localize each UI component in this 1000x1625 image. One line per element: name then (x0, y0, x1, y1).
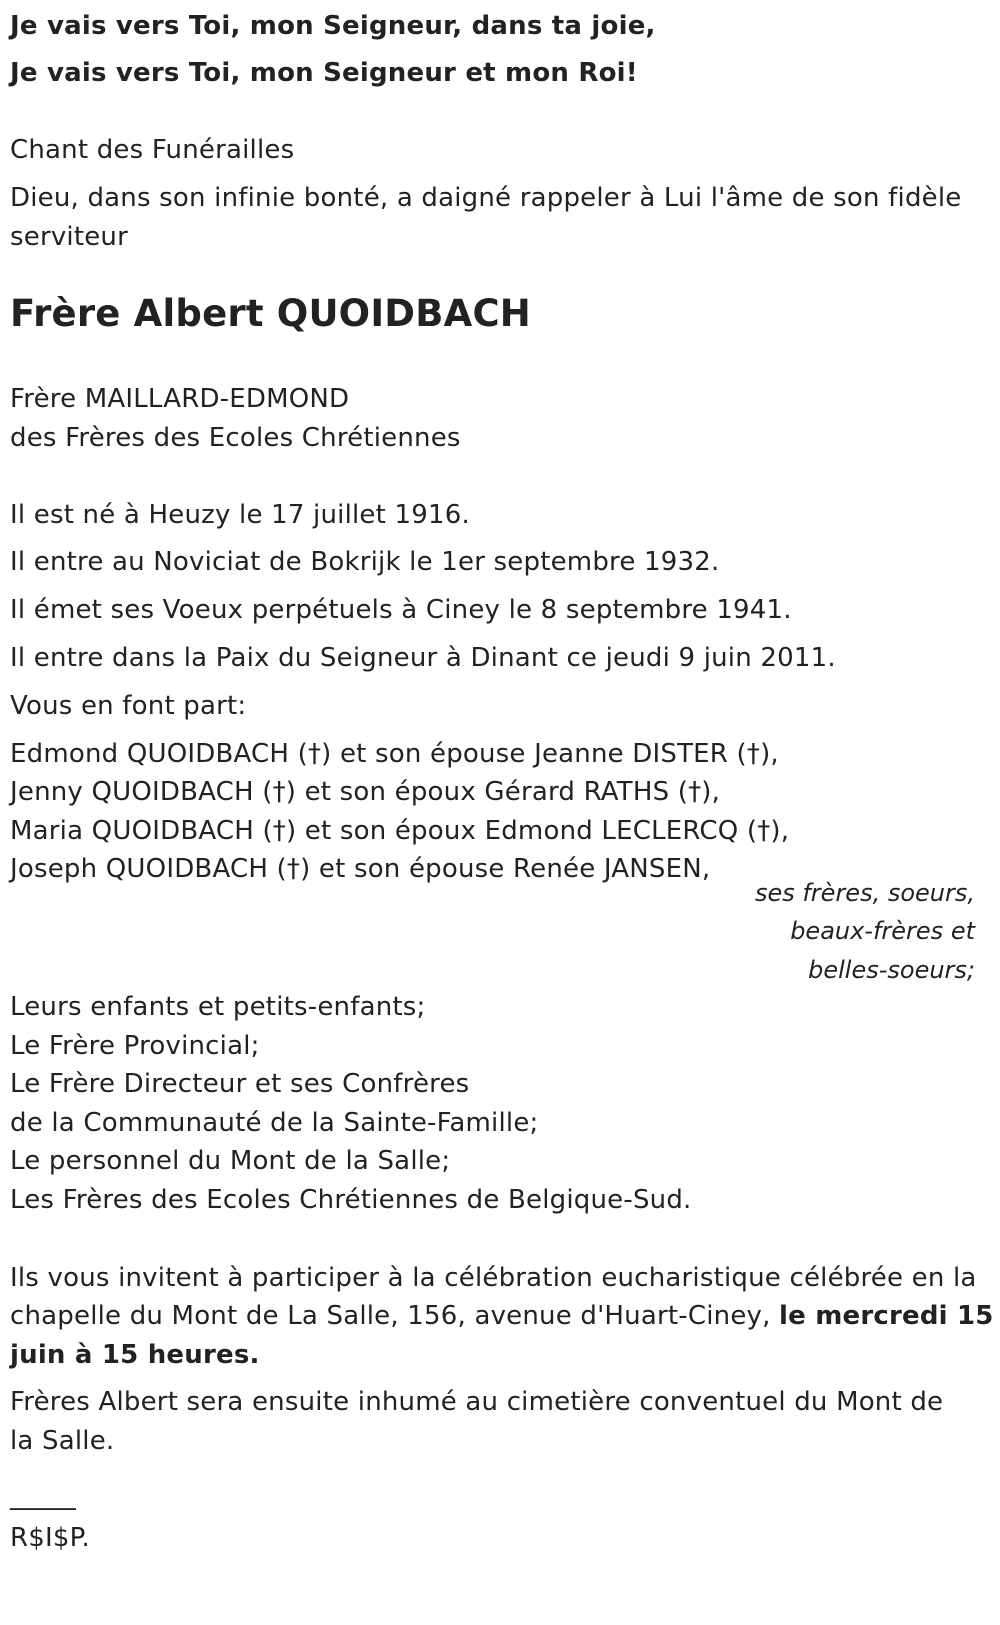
others-line-4: de la Communauté de la Sainte-Famille; (10, 1108, 539, 1138)
family-role-line-3: belles-soeurs; (808, 956, 975, 984)
family-line-3: Maria QUOIDBACH (†) et son époux Edmond LECLERCQ (†), (10, 816, 790, 846)
others-line-6: Les Frères des Ecoles Chrétiennes de Belgique-Sud. (10, 1185, 692, 1215)
others-line-2: Le Frère Provincial; (10, 1031, 260, 1061)
bio-vows: Il émet ses Voeux perpétuels à Ciney le 8 septembre 1941. (10, 595, 792, 625)
intro-line-2: serviteur (10, 222, 129, 252)
family-role-line-1: ses frères, soeurs, (754, 879, 975, 907)
family-line-1: Edmond QUOIDBACH (†) et son épouse Jeanne DISTER (†), (10, 739, 779, 769)
others-line-1: Leurs enfants et petits-enfants; (10, 992, 426, 1022)
closing-rip: R$I$P. (10, 1523, 90, 1553)
intro-line-1: Dieu, dans son infinie bonté, a daigné rappeler à Lui l'âme de son fidèle (10, 183, 962, 213)
family-line-4: Joseph QUOIDBACH (†) et son épouse Renée JANSEN, (10, 854, 711, 884)
family-line-2: Jenny QUOIDBACH (†) et son époux Gérard RATHS (†), (10, 777, 721, 807)
announce-label: Vous en font part: (10, 691, 247, 721)
ceremony-line-2 (10, 1296, 994, 1336)
religious-order: des Frères des Ecoles Chrétiennes (10, 423, 461, 453)
verse-line-1: Je vais vers Toi, mon Seigneur, dans ta joie, (10, 11, 656, 41)
ceremony-time: juin à 15 heures. (10, 1340, 260, 1370)
others-line-3: Le Frère Directeur et ses Confrères (10, 1069, 470, 1099)
burial-line-1: Frères Albert sera ensuite inhumé au cimetière conventuel du Mont de (10, 1387, 944, 1417)
bio-novitiate: Il entre au Noviciat de Bokrijk le 1er septembre 1932. (10, 547, 720, 577)
bio-death: Il entre dans la Paix du Seigneur à Dinant ce jeudi 9 juin 2011. (10, 643, 836, 673)
verse-source: Chant des Funérailles (10, 135, 295, 165)
others-line-5: Le personnel du Mont de la Salle; (10, 1146, 451, 1176)
burial-line-2: la Salle. (10, 1426, 115, 1456)
bio-birth: Il est né à Heuzy le 17 juillet 1916. (10, 500, 470, 530)
ceremony-location: chapelle du Mont de La Salle, 156, avenue d'Huart-Ciney, (10, 1301, 780, 1331)
religious-name: Frère MAILLARD-EDMOND (10, 384, 350, 414)
ceremony-date: le mercredi 15 (779, 1301, 994, 1331)
deceased-name: Frère Albert QUOIDBACH (10, 292, 531, 335)
family-role-line-2: beaux-frères et (790, 917, 975, 945)
separator: _____ (10, 1481, 76, 1511)
ceremony-line-1: Ils vous invitent à participer à la célébration eucharistique célébrée en la (10, 1263, 977, 1293)
verse-line-2: Je vais vers Toi, mon Seigneur et mon Roi! (10, 58, 638, 88)
